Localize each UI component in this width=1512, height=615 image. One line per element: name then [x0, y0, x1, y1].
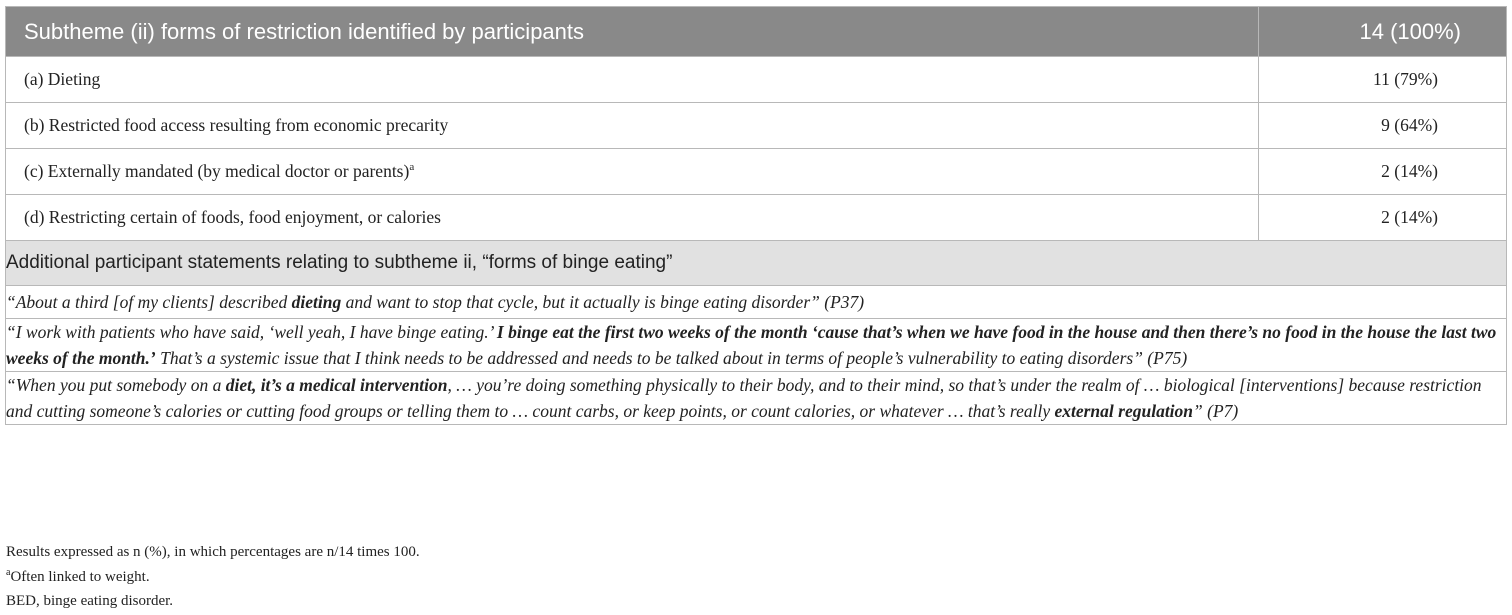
row-label: (a) Dieting	[6, 57, 1259, 103]
table-row	[6, 103, 1507, 149]
table-footnotes	[6, 540, 420, 614]
row-value: 11 (79%)	[1259, 57, 1507, 103]
subheader-label: Additional participant statements relating to subtheme ii, “forms of binge eating”	[6, 241, 1507, 286]
quote-p37: “About a third [of my clients] described dieting and want to stop that cycle, but it actually is binge eating disorder” (P37)	[6, 286, 1507, 319]
subheader-row	[6, 241, 1507, 286]
table-row	[6, 149, 1507, 195]
footnote-a: $^a$Often linked to weight.	[6, 566, 150, 585]
row-label: (d) Restricting certain of foods, food enjoyment, or calories	[6, 195, 1259, 241]
footnote-a-marker: a	[6, 566, 11, 578]
restriction-table	[5, 6, 1507, 425]
footnote-marker: a	[409, 161, 415, 174]
table-row	[6, 57, 1507, 103]
header-value: 14 (100%)	[1259, 7, 1507, 57]
table-row	[6, 195, 1507, 241]
row-label: (c) Externally mandated (by medical doctor or parents)$^a$	[6, 149, 1259, 195]
row-value: 2 (14%)	[1259, 195, 1507, 241]
quote-row	[6, 372, 1507, 425]
abbreviation-note: BED, binge eating disorder.	[6, 593, 174, 609]
results-note: Results expressed as n (%), in which percentages are n/14 times 100.	[6, 544, 420, 560]
quote-p7: “When you put somebody on a diet, it’s a medical intervention, … you’re doing something physically to their body, and to their mind, so that’s under the realm of … biological [interventions] because restriction and cutting someone’s calories or cutting food groups or telling them to … count carbs, or keep points, or count calories, or whatever … that’s really external regulation” (P7)	[6, 372, 1507, 425]
header-label: Subtheme (ii) forms of restriction identified by participants	[6, 7, 1259, 57]
table-header-row	[6, 7, 1507, 57]
quote-p75: “I work with patients who have said, ‘well yeah, I have binge eating.’ I binge eat the first two weeks of the month ‘cause that’s when we have food in the house and then there’s no food in the house the last two weeks of the month.’ That’s a systemic issue that I think needs to be addressed and needs to be talked about in terms of people’s vulnerability to eating disorders” (P75)	[6, 319, 1507, 372]
row-label: (b) Restricted food access resulting from economic precarity	[6, 103, 1259, 149]
quote-row	[6, 286, 1507, 319]
row-value: 9 (64%)	[1259, 103, 1507, 149]
quote-row	[6, 319, 1507, 372]
row-value: 2 (14%)	[1259, 149, 1507, 195]
